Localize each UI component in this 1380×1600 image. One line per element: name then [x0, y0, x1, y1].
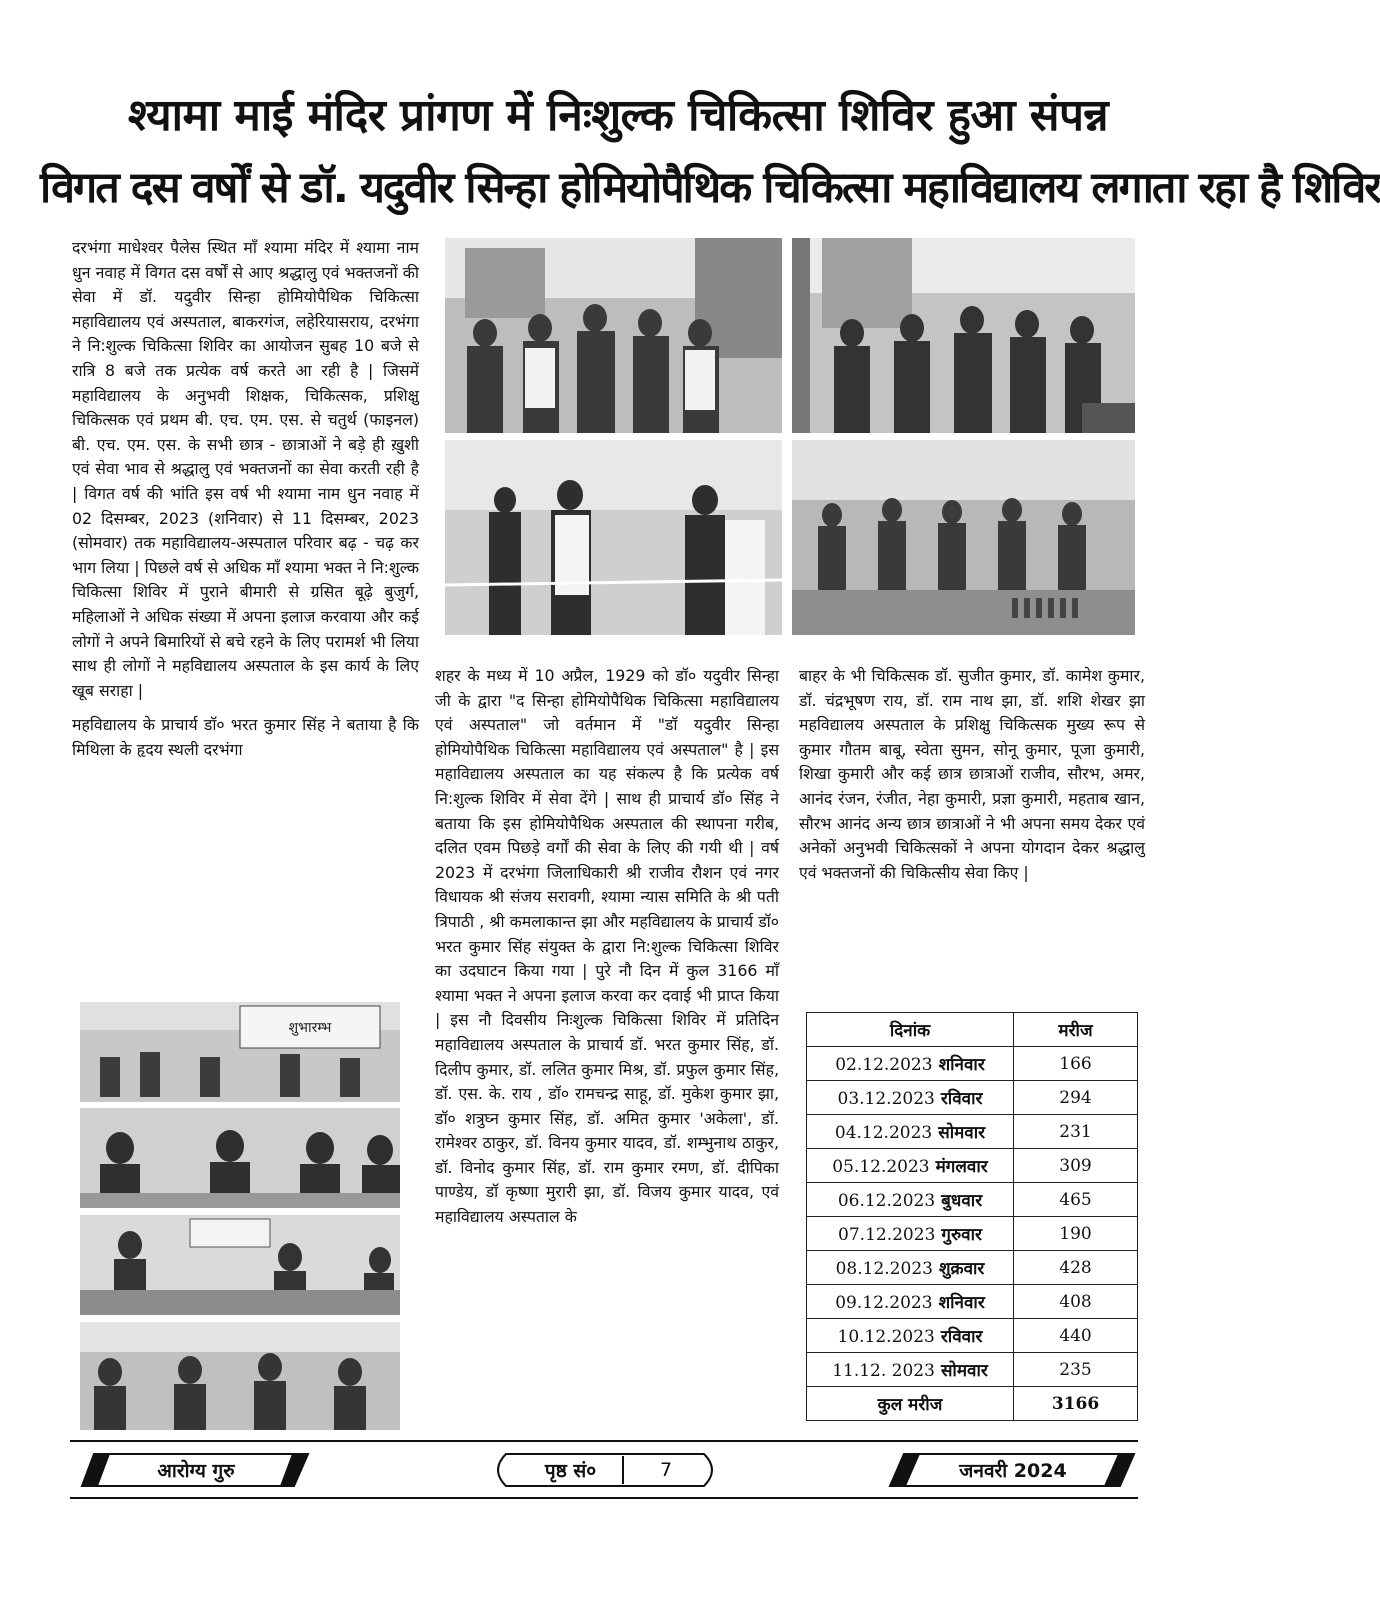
- photo-medicine-desk: [80, 1215, 400, 1315]
- date-cell: [807, 1217, 1014, 1251]
- patients-cell: 294: [1014, 1081, 1138, 1115]
- patients-cell: 190: [1014, 1217, 1138, 1251]
- day-value: सोमवार: [938, 1123, 986, 1143]
- patients-column-header: मरीज: [1014, 1013, 1138, 1047]
- footer-top-rule: [70, 1440, 1138, 1442]
- day-value: मंगलवार: [935, 1157, 988, 1177]
- headline: श्यामा माई मंदिर प्रांगण में निःशुल्क चिकित्सा शिविर हुआ संपन्न: [127, 90, 1109, 141]
- table-row: [807, 1047, 1138, 1081]
- day-value: शुक्रवार: [938, 1259, 985, 1279]
- photo-inauguration-2: [792, 238, 1135, 433]
- table-body: [807, 1047, 1138, 1421]
- patients-cell: 428: [1014, 1251, 1138, 1285]
- publication-tag: [80, 1452, 312, 1488]
- article-column-2: [435, 664, 779, 1240]
- date-cell: [807, 1115, 1014, 1149]
- table-row: [807, 1251, 1138, 1285]
- photo-inauguration-1: [445, 238, 782, 433]
- date-cell: [807, 1081, 1014, 1115]
- date-value: 03.12.2023: [837, 1089, 935, 1109]
- article-column-1: [72, 236, 419, 772]
- patient-count-table: [806, 1012, 1138, 1421]
- patients-cell: 166: [1014, 1047, 1138, 1081]
- patients-cell: 440: [1014, 1319, 1138, 1353]
- date-cell: [807, 1353, 1014, 1387]
- column1-paragraph-2: महविद्यालय के प्राचार्य डॉ० भरत कुमार सिंह ने बताया है कि मिथिला के हृदय स्थली दरभंगा: [72, 715, 419, 759]
- table-row: [807, 1149, 1138, 1183]
- table-row: [807, 1353, 1138, 1387]
- date-column-header: दिनांक: [807, 1013, 1014, 1047]
- column1-paragraph-1: दरभंगा माधेश्वर पैलेस स्थित माँ श्यामा मंदिर में श्यामा नाम धुन नवाह में विगत दस वर्षों से आए श्रद्धालु एवं भक्तजनों की सेवा में डॉ. यदुवीर सिन्हा होमियोपैथिक चिकित्सा महाविद्यालय एवं अस्पताल, बाकरगंज, लहेरियासराय, दरभंगा ने नि:शुल्क चिकित्सा शिविर का आयोजन सुबह 10 बजे से रात्रि 8 बजे तक प्रत्येक वर्ष करते आ रही है | जिसमें महाविद्यालय के अनुभवी शिक्षक, चिकित्सक, प्रशिक्षु चिकित्सक एवं प्रथम बी. एच. एम. एस. से चतुर्थ (फाइनल) बी. एच. एम. एस. के सभी छात्र - छात्राओं ने बड़े ही ख़ुशी एवं सेवा भाव से श्रद्धालु एवं भक्तजनों का सेवा करती रही है | विगत वर्ष की भांति इस वर्ष भी श्यामा नाम धुन नवाह में 02 दिसम्बर, 2023 (शनिवार) से 11 दिसम्बर, 2023 (सोमवार) तक महाविद्यालय-अस्पताल परिवार बढ़ - चढ़ कर भाग लिया | पिछले वर्ष से अधिक माँ श्यामा भक्त ने नि:शुल्क चिकित्सा शिविर में पुराने बीमारी से ग्रसित बूढ़े बुजुर्ग, महिलाओं ने अधिक संख्या में अपना इलाज करवाया और कई लोगों ने अपने बिमारियों से बचे रहने के लिए परामर्श भी लिया साथ ही लोगों ने महविद्यालय अस्पताल के इस कार्य के लिए खूब सराहा |: [72, 238, 419, 700]
- day-value: रविवार: [940, 1089, 983, 1109]
- patients-cell: 408: [1014, 1285, 1138, 1319]
- date-cell: [807, 1183, 1014, 1217]
- table-row: [807, 1319, 1138, 1353]
- patients-cell: 231: [1014, 1115, 1138, 1149]
- table-row: [807, 1115, 1138, 1149]
- table-row: [807, 1285, 1138, 1319]
- page-label: पृष्ठ सं०: [544, 1460, 597, 1482]
- column3-paragraph-1: बाहर के भी चिकित्सक डॉ. सुजीत कुमार, डॉ. कामेश कुमार, डॉ. चंद्रभूषण राय, डॉ. राम नाथ झा, डॉ. शशि शेखर झा महविद्यालय अस्पताल के प्रशिक्षु चिकित्सक मुख्य रूप से कुमार गौतम बाबू, स्वेता सुमन, सोनू कुमार, पूजा कुमारी, शिखा कुमारी और कई छात्र छात्राओं राजीव, सौरभ, अमर, आनंद रंजन, रंजीत, नेहा कुमारी, प्रज्ञा कुमारी, महताब खान, सौरभ आनंद अन्य छात्र छात्राओं ने भी अपना समय देकर एवं अनेकों अनुभवी चिकित्सकों ने अपना योगदान देकर श्रद्धालु एवं भक्तजनों की चिकित्सीय सेवा किए |: [799, 666, 1145, 882]
- issue-tag: [888, 1452, 1138, 1488]
- patients-cell: 465: [1014, 1183, 1138, 1217]
- date-value: 09.12.2023: [835, 1293, 933, 1313]
- issue-date: जनवरी 2024: [959, 1460, 1067, 1482]
- column2-paragraph-1: शहर के मध्य में 10 अप्रैल, 1929 को डॉ० यदुवीर सिन्हा जी के द्वारा "द सिन्हा होमियोपैथिक चिकित्सा महाविद्यालय एवं अस्पताल" जो वर्तमान में "डॉ यदुवीर सिन्हा होमियोपैथिक चिकित्सा महाविद्यालय एवं अस्पताल" है | इस महाविद्यालय अस्पताल का यह संकल्प है कि प्रत्येक वर्ष नि:शुल्क शिविर में सेवा देंगे | साथ ही प्राचार्य डॉ० सिंह ने बताया कि इस होमियोपैथिक अस्पताल की स्थापना गरीब, दलित एवम पिछड़े वर्गों की सेवा के लिए की गयी थी | वर्ष 2023 में दरभंगा जिलाधिकारी श्री राजीव रौशन एवं नगर विधायक श्री संजय सरावगी, श्यामा न्यास समिति के श्री पती त्रिपाठी , श्री कमलाकान्त झा और महविद्यालय के प्राचार्य डॉ० भरत कुमार सिंह संयुक्त के द्वारा नि:शुल्क चिकित्सा शिविर का उदघाटन किया गया | पुरे नौ दिन में कुल 3166 माँ श्यामा भक्त ने अपना इलाज करवा कर दवाई भी प्राप्त किया | इस नौ दिवसीय निःशुल्क चिकित्सा शिविर में प्रतिदिन महाविद्यालय अस्पताल के प्राचार्य डॉ. भरत कुमार सिंह, डॉ. दिलीप कुमार, डॉ. ललित कुमार मिश्र, डॉ. प्रफुल कुमार सिंह, डॉ. एस. के. राय , डॉ० रामचन्द्र साहू, डॉ. मुकेश कुमार झा, डॉ० शत्रुघ्न कुमार सिंह, डॉ. अमित कुमार 'अकेला', डॉ. रामेश्वर ठाकुर, डॉ. विनय कुमार यादव, डॉ. शम्भुनाथ ठाकुर, डॉ. विनोद कुमार सिंह, डॉ. राम कुमार रमण, डॉ. दीपिका पाण्डेय, डॉ कृष्णा मुरारी झा, डॉ. विजय कुमार यादव, एवं महाविद्यालय अस्पताल के: [435, 666, 779, 1227]
- date-cell: [807, 1149, 1014, 1183]
- publication-name: आरोग्य गुरु: [157, 1460, 235, 1482]
- patients-cell: 309: [1014, 1149, 1138, 1183]
- date-cell: [807, 1285, 1014, 1319]
- table-row: [807, 1081, 1138, 1115]
- table-header-row: [807, 1013, 1138, 1047]
- subheadline: विगत दस वर्षों से डॉ. यदुवीर सिन्हा होमियोपैथिक चिकित्सा महाविद्यालय लगाता रहा है शिविर: [40, 163, 1380, 213]
- date-value: 07.12.2023: [838, 1225, 936, 1245]
- total-value: 3166: [1014, 1387, 1138, 1421]
- photo-ribbon-cutting: [445, 440, 782, 635]
- patients-cell: 235: [1014, 1353, 1138, 1387]
- day-value: सोमवार: [940, 1361, 988, 1381]
- photo-patient-checkup: [80, 1322, 400, 1430]
- table-row: [807, 1183, 1138, 1217]
- footer-bottom-rule: [70, 1497, 1138, 1499]
- date-value: 08.12.2023: [835, 1259, 933, 1279]
- date-cell: [807, 1047, 1014, 1081]
- date-value: 11.12. 2023: [832, 1361, 935, 1381]
- day-value: रविवार: [940, 1327, 983, 1347]
- date-cell: [807, 1319, 1014, 1353]
- page-number: 7: [659, 1459, 673, 1481]
- date-value: 05.12.2023: [832, 1157, 930, 1177]
- date-value: 10.12.2023: [837, 1327, 935, 1347]
- day-value: शनिवार: [938, 1055, 985, 1075]
- total-row: [807, 1387, 1138, 1421]
- article-column-3: [799, 664, 1145, 895]
- table-row: [807, 1217, 1138, 1251]
- total-label: कुल मरीज: [807, 1387, 1014, 1421]
- photo-doctors-consult: [80, 1108, 400, 1208]
- photo-group: [792, 440, 1135, 635]
- photo-camp-hall: [80, 1002, 400, 1102]
- date-cell: [807, 1251, 1014, 1285]
- page-number-tag: [488, 1452, 722, 1488]
- date-value: 04.12.2023: [834, 1123, 933, 1143]
- day-value: बुधवार: [941, 1191, 983, 1211]
- day-value: गुरुवार: [941, 1225, 982, 1245]
- day-value: शनिवार: [938, 1293, 985, 1313]
- date-value: 06.12.2023: [837, 1191, 936, 1211]
- date-value: 02.12.2023: [835, 1055, 933, 1075]
- banner-text: शुभारम्भ: [288, 1020, 332, 1036]
